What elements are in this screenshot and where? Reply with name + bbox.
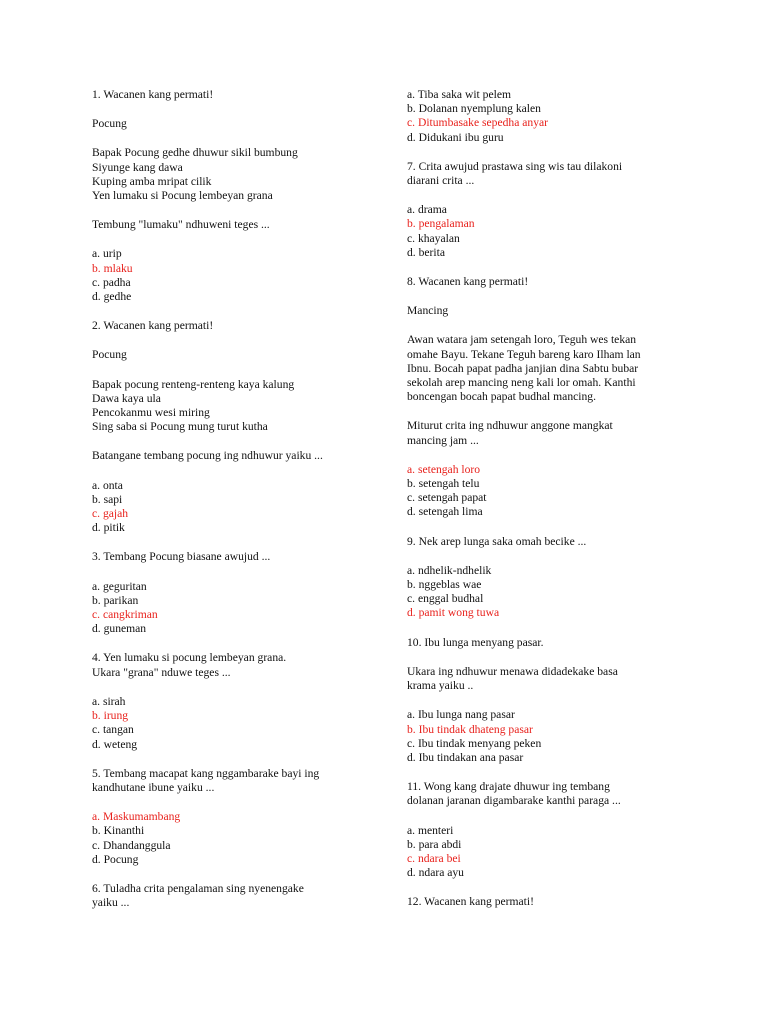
text-line: Pocung <box>92 117 127 131</box>
correct-answer-option: c. ndara bei <box>407 851 461 865</box>
answer-option: a. sirah <box>92 694 126 708</box>
answer-option: d. Ibu tindakan ana pasar <box>407 750 524 764</box>
answer-option: d. guneman <box>92 622 147 636</box>
answer-options <box>92 247 362 304</box>
text-block <box>92 88 362 102</box>
answer-option: d. weteng <box>92 737 138 751</box>
answer-options <box>407 463 677 520</box>
text-line: Ukara ing ndhuwur menawa didadekake basa <box>407 664 618 678</box>
answer-option: b. setengah telu <box>407 477 480 491</box>
answer-options <box>92 479 362 536</box>
answer-option: c. setengah papat <box>407 491 487 505</box>
answer-options <box>92 580 362 637</box>
answer-option: b. Kinanthi <box>92 824 145 838</box>
answer-option: a. urip <box>92 247 122 261</box>
text-line: Yen lumaku si Pocung lembeyan grana <box>92 189 273 203</box>
text-line: 8. Wacanen kang permati! <box>407 275 529 289</box>
text-block <box>92 117 362 131</box>
text-line: 12. Wacanen kang permati! <box>407 895 534 909</box>
text-block <box>407 419 677 447</box>
answer-option: c. tangan <box>92 723 134 737</box>
text-block <box>407 780 677 808</box>
correct-answer-option: b. Ibu tindak dhateng pasar <box>407 722 533 736</box>
answer-option: c. Ibu tindak menyang peken <box>407 736 542 750</box>
correct-answer-option: c. gajah <box>92 507 129 521</box>
text-line: Kuping amba mripat cilik <box>92 174 212 188</box>
correct-answer-option: b. pengalaman <box>407 217 475 231</box>
text-block <box>92 550 362 564</box>
text-line: Dawa kaya ula <box>92 391 161 405</box>
text-line: Bapak pocung renteng-renteng kaya kalung <box>92 377 295 391</box>
text-block <box>92 348 362 362</box>
text-line: Ibnu. Bocah papat padha janjian dina Sabtu bubar <box>407 361 639 375</box>
text-line: boncengan bocah papat budhal mancing. <box>407 390 596 404</box>
text-line: Mancing <box>407 304 449 318</box>
answer-option: d. Pocung <box>92 852 139 866</box>
text-block <box>92 882 362 910</box>
answer-options <box>407 708 677 765</box>
answer-option: d. setengah lima <box>407 505 483 519</box>
text-block <box>407 275 677 289</box>
text-block <box>407 895 677 909</box>
answer-option: d. gedhe <box>92 290 132 304</box>
answer-option: a. geguritan <box>92 579 147 593</box>
answer-options <box>92 695 362 752</box>
text-line: yaiku ... <box>92 896 130 910</box>
text-line: Awan watara jam setengah loro, Teguh wes tekan <box>407 333 637 347</box>
correct-answer-option: b. irung <box>92 709 129 723</box>
answer-option: a. ndhelik-ndhelik <box>407 563 492 577</box>
text-line: Tembung "lumaku" ndhuweni teges ... <box>92 218 270 232</box>
text-block <box>92 449 362 463</box>
left-column <box>92 88 362 925</box>
answer-option: b. parikan <box>92 593 139 607</box>
answer-option: b. nggeblas wae <box>407 578 482 592</box>
text-block <box>92 146 362 203</box>
answer-option: c. khayalan <box>407 231 460 245</box>
answer-option: a. menteri <box>407 823 454 837</box>
text-block <box>92 767 362 795</box>
answer-option: d. ndara ayu <box>407 866 464 880</box>
text-block <box>92 378 362 435</box>
right-column <box>407 88 677 925</box>
text-line: diarani crita ... <box>407 174 475 188</box>
answer-option: a. drama <box>407 203 447 217</box>
text-line: 9. Nek arep lunga saka omah becike ... <box>407 534 587 548</box>
text-line: dolanan jaranan digambarake kanthi paraga ... <box>407 794 621 808</box>
text-line: 4. Yen lumaku si pocung lembeyan grana. <box>92 651 287 665</box>
text-line: 7. Crita awujud prastawa sing wis tau dilakoni <box>407 159 623 173</box>
answer-option: d. Didukani ibu guru <box>407 130 504 144</box>
text-line: Siyunge kang dawa <box>92 160 183 174</box>
answer-option: c. padha <box>92 275 131 289</box>
correct-answer-option: b. mlaku <box>92 261 133 275</box>
text-block <box>407 333 677 404</box>
answer-option: d. berita <box>407 245 445 259</box>
answer-option: c. enggal budhal <box>407 592 484 606</box>
answer-option: b. para abdi <box>407 837 462 851</box>
answer-option: d. pitik <box>92 521 125 535</box>
text-block <box>92 651 362 679</box>
answer-options <box>407 88 677 145</box>
text-line: omahe Bayu. Tekane Teguh bareng karo Ilham lan <box>407 347 641 361</box>
text-line: 5. Tembang macapat kang nggambarake bayi ing <box>92 766 320 780</box>
answer-options <box>407 203 677 260</box>
answer-option: a. Ibu lunga nang pasar <box>407 708 515 722</box>
text-line: krama yaiku .. <box>407 679 474 693</box>
answer-option: b. Dolanan nyemplung kalen <box>407 102 541 116</box>
text-line: Sing saba si Pocung mung turut kutha <box>92 420 268 434</box>
text-block <box>407 636 677 650</box>
text-block <box>407 304 677 318</box>
text-line: 2. Wacanen kang permati! <box>92 319 214 333</box>
text-line: kandhutane ibune yaiku ... <box>92 780 215 794</box>
correct-answer-option: c. cangkriman <box>92 608 158 622</box>
text-line: sekolah arep mancing neng kali lor omah. Kanthi <box>407 376 636 390</box>
text-line: 1. Wacanen kang permati! <box>92 88 214 101</box>
answer-option: a. onta <box>92 478 123 492</box>
answer-options <box>407 564 677 621</box>
text-line: mancing jam ... <box>407 433 479 447</box>
text-line: 10. Ibu lunga menyang pasar. <box>407 635 544 649</box>
text-line: Batangane tembang pocung ing ndhuwur yaiku ... <box>92 449 323 463</box>
answer-option: a. Tiba saka wit pelem <box>407 88 512 101</box>
text-line: 3. Tembang Pocung biasane awujud ... <box>92 550 271 564</box>
text-line: Pencokanmu wesi miring <box>92 406 210 420</box>
text-block <box>407 160 677 188</box>
correct-answer-option: d. pamit wong tuwa <box>407 606 500 620</box>
answer-options <box>92 810 362 867</box>
text-block <box>92 218 362 232</box>
text-line: 6. Tuladha crita pengalaman sing nyenengake <box>92 881 304 895</box>
text-line: Miturut crita ing ndhuwur anggone mangkat <box>407 419 613 433</box>
text-line: Bapak Pocung gedhe dhuwur sikil bumbung <box>92 146 298 160</box>
correct-answer-option: a. Maskumambang <box>92 810 181 824</box>
text-line: Pocung <box>92 348 127 362</box>
text-block <box>407 665 677 693</box>
correct-answer-option: a. setengah loro <box>407 462 481 476</box>
text-block <box>407 535 677 549</box>
text-line: 11. Wong kang drajate dhuwur ing tembang <box>407 780 610 794</box>
answer-option: c. Dhandanggula <box>92 838 171 852</box>
answer-option: b. sapi <box>92 492 123 506</box>
answer-options <box>407 824 677 881</box>
correct-answer-option: c. Ditumbasake sepedha anyar <box>407 116 548 130</box>
text-block <box>92 319 362 333</box>
text-line: Ukara "grana" nduwe teges ... <box>92 665 231 679</box>
